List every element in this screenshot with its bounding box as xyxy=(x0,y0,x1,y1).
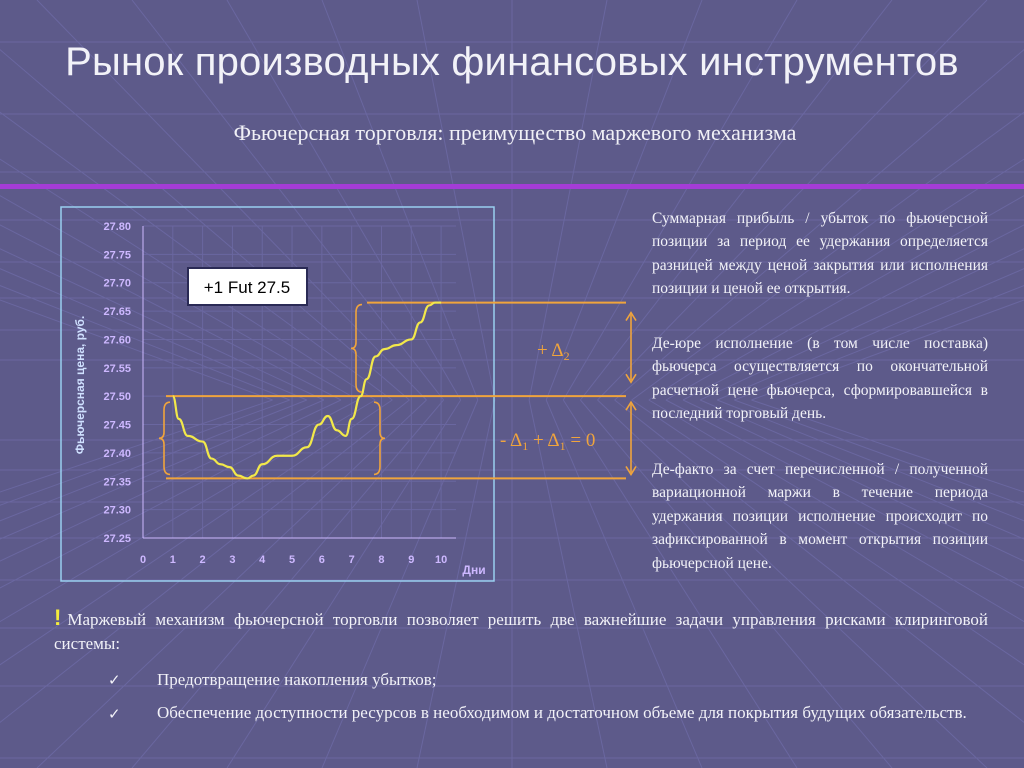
y-tick-label: 27.35 xyxy=(103,476,131,489)
y-tick-label: 27.55 xyxy=(103,362,131,375)
y-tick-label: 27.80 xyxy=(103,221,131,233)
paragraph-total-pnl: Суммарная прибыль / убыток по фьючерсной позиции за период ее удержания определяется разницей между ценой закрытия или исполнения позиции и ценой ее открытия. xyxy=(652,210,988,298)
margin-mechanism-statement: Маржевый механизм фьючерсной торговли позволяет решить две важнейшие задачи управления рисками клиринговой системы: xyxy=(54,610,988,653)
bullet-item: Предотвращение накопления убытков; xyxy=(157,670,437,689)
x-tick-label: 1 xyxy=(169,554,176,566)
exclamation-icon: ! xyxy=(54,605,62,630)
y-tick-label: 27.30 xyxy=(103,504,131,517)
y-axis-title: Фьючерсная цена, руб. xyxy=(73,315,87,455)
y-tick-label: 27.75 xyxy=(103,249,131,262)
y-tick-label: 27.70 xyxy=(103,277,131,290)
x-tick-label: 5 xyxy=(288,554,296,566)
price-series-line xyxy=(173,303,441,479)
x-axis-title: Дни xyxy=(462,563,486,577)
x-tick-label: 9 xyxy=(408,554,415,566)
x-tick-label: 0 xyxy=(139,554,147,566)
x-tick-label: 8 xyxy=(378,554,385,566)
x-tick-label: 6 xyxy=(318,554,325,566)
y-tick-label: 27.60 xyxy=(103,334,131,347)
x-tick-label: 4 xyxy=(259,554,266,566)
brace-delta2 xyxy=(351,305,362,393)
x-tick-label: 10 xyxy=(434,554,448,566)
x-tick-label: 3 xyxy=(229,554,236,566)
x-tick-label: 2 xyxy=(199,554,206,566)
x-tick-label: 7 xyxy=(348,554,355,566)
delta1-annotation: - $\Delta_1 + \Delta_1 = 0$ xyxy=(500,430,596,453)
slide-subtitle: Фьючерсная торговля: преимущество маржевого механизма xyxy=(233,120,797,145)
y-tick-label: 27.65 xyxy=(103,306,131,319)
delta2-annotation: + $\Delta_2$ xyxy=(537,340,570,363)
y-tick-label: 27.45 xyxy=(103,419,131,432)
checkmark-icon: ✓ xyxy=(108,671,121,689)
bullet-item: Обеспечение доступности ресурсов в необходимом и достаточном объеме для покрытия будущих обязательств. xyxy=(157,703,967,722)
y-tick-label: 27.25 xyxy=(103,533,131,545)
brace-delta1-right xyxy=(374,402,385,474)
checkmark-icon: ✓ xyxy=(108,705,121,723)
brace-delta1-left xyxy=(159,402,170,474)
paragraph-de-facto: Де-факто за счет перечисленной / полученной вариационной маржи в течение периода удержания позиции исполнение происходит по зафиксированной в момент открытия позиции фьючерсной цене. xyxy=(652,461,988,572)
y-tick-label: 27.50 xyxy=(103,391,131,404)
slide-title: Рынок производных финансовых инструментов xyxy=(65,40,959,84)
position-label: +1 Fut 27.5 xyxy=(203,278,291,297)
y-tick-label: 27.40 xyxy=(103,447,131,460)
margin-mechanism-text xyxy=(54,606,988,656)
paragraph-de-jure: Де-юре исполнение (в том числе поставка) фьючерса осуществляется по окончательной расчетной цене фьючерса, сформировавшейся в последний торговый день. xyxy=(652,335,988,423)
